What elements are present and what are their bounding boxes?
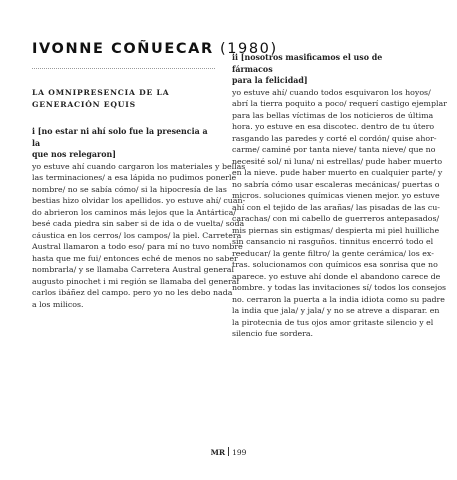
- poem-line: carlos ibáñez del campo. pero yo no les debo nada: [32, 288, 233, 297]
- poem-line: bestias hizo olvidar los apellidos. yo estuve ahí/ cuan-: [32, 196, 246, 205]
- poem-line: tras. solucionamos con químicos esa sonrisa que no: [232, 260, 438, 269]
- poem-line: do abrieron los caminos más lejos que la Antártica/: [32, 207, 236, 217]
- poem-line: a los milicos.: [32, 299, 84, 309]
- poem-line: reeducar/ la gente filtro/ la gente cerámica/ los ex-: [232, 248, 434, 258]
- poem-line: para las bellas víctimas de los noticieros de última: [232, 110, 434, 120]
- poem-line: aparece. yo estuve ahí donde el abandono carece de: [232, 271, 441, 281]
- poem-line: hora. yo estuve en esa discotec. dentro de tu útero: [232, 122, 435, 131]
- poem-line: nombrarla/ y se llamaba Carretera Austral general: [32, 265, 234, 274]
- poem-line: mis piernas sin estigmas/ despierta mi piel huilliche: [232, 225, 440, 235]
- poem-line: nombre. y todas las invitaciones sí/ todos los consejos: [232, 283, 447, 292]
- poem-line: necesité sol/ ni luna/ ni estrellas/ pude haber muerto: [232, 156, 443, 166]
- poem-line: no sabría cómo usar escaleras mecánicas/ puertas o: [232, 179, 440, 189]
- poem-line: sin cansancio ni rasguños. tinnitus encerró todo el: [232, 237, 434, 246]
- poem-i-body: [32, 161, 246, 311]
- poem-line: rasgando las paredes y corté el cordón/ quise ahor-: [232, 133, 437, 143]
- poem-line: las terminaciones/ a esa lápida no pudimos ponerle: [32, 173, 237, 182]
- poem-line: yo estuve ahí cuando cargaron los materiales y bellas: [32, 161, 246, 171]
- poem-line: cáustica en los cerros/ los campos/ la piel. Carretera: [32, 230, 242, 240]
- poem-line: abrí la tierra poquito a poco/ requerí castigo ejemplar: [232, 99, 447, 108]
- section-title-line: LA OMNIPRESENCIA DE LA: [32, 88, 170, 97]
- poem-line: ahí con el tejido de las arañas/ las pisadas de las cu-: [232, 202, 440, 212]
- poem-line: no. cerraron la puerta a la india idiota como su padre: [232, 294, 445, 304]
- author-heading: [32, 40, 278, 58]
- page-number: 199: [232, 448, 247, 457]
- poem-ii-body: [232, 87, 447, 340]
- page-footer: [0, 447, 457, 457]
- poem-line: silencio fue sordera.: [232, 329, 314, 338]
- footer-divider: [228, 447, 229, 456]
- dotted-divider: [32, 68, 215, 69]
- author-name: IVONNE COÑUECAR: [32, 41, 214, 57]
- poem-line: yo estuve ahí/ cuando todos esquivaron los hoyos/: [232, 87, 431, 97]
- poem-ii-heading: [232, 52, 412, 87]
- poem-line: en la nieve. pude haber muerto en cualquier parte/ y: [232, 168, 443, 177]
- poem-line: micros. soluciones químicas vienen mejor. yo estuve: [232, 191, 440, 200]
- author-year: (1980): [219, 41, 278, 57]
- poem-line: augusto pinochet i mi región se llamaba del general: [32, 276, 239, 286]
- poem-line: hasta que me fui/ entonces eché de menos no saber: [32, 253, 238, 263]
- right-column: [232, 52, 447, 340]
- poem-line: carachas/ con mi cabello de guerreros antepasados/: [232, 214, 440, 223]
- poem-i-heading: [32, 126, 215, 161]
- magazine-abbrev: MR: [210, 448, 226, 457]
- poem-ii-heading-line: para la felicidad]: [232, 76, 308, 85]
- section-title: [32, 87, 215, 110]
- poem-line: la india que jala/ y jala/ y no se atreve a disparar. en: [232, 306, 440, 315]
- poem-line: carme/ caminé por tanta nieve/ tanta nieve/ que no: [232, 145, 436, 154]
- poem-i-heading-line: que nos relegaron]: [32, 150, 116, 159]
- poem-ii-heading-line: ii [nosotros masificamos el uso de fármacos: [232, 53, 383, 74]
- poem-i-heading-line: i [no estar ni ahí solo fue la presencia a la: [32, 127, 208, 148]
- poem-line: la pirotecnia de tus ojos amor gritaste silencio y el: [232, 317, 434, 327]
- section-title-line: GENERACIÓN EQUIS: [32, 99, 136, 109]
- poem-line: nombre/ no se sabía cómo/ si la hipocresía de las: [32, 184, 227, 194]
- poem-line: besé cada piedra sin saber si de ida o de vuelta/ soda: [32, 219, 245, 228]
- poem-line: Austral llamaron a todo eso/ para mí no tuvo nombre: [32, 242, 243, 251]
